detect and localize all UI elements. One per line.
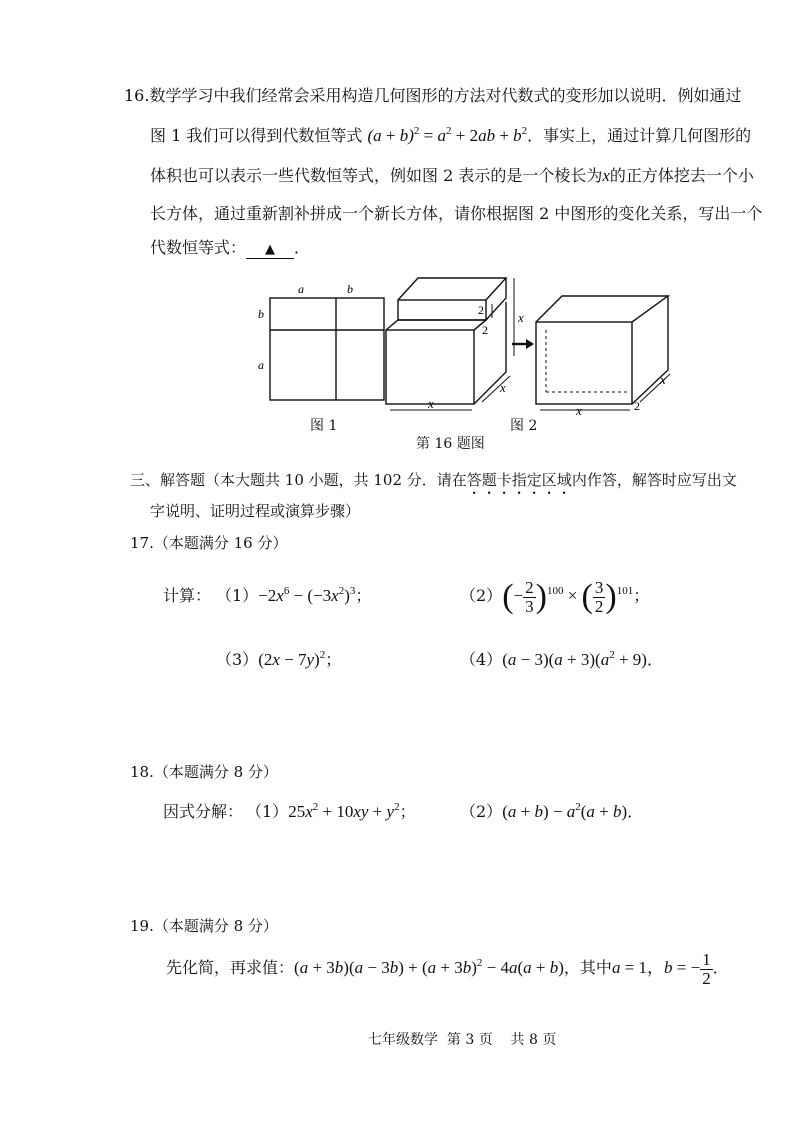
q18-part1 (246, 802, 416, 822)
q17-p4-expr: $(a - 3)(a + 3)(a^2 + 9)$ (502, 649, 647, 669)
identity-formula: $(a + b)^2 = a^2 + 2ab + b^2$ (367, 125, 528, 145)
q17-part2 (460, 576, 649, 616)
page-footer: 七年级数学 第 3 页 共 8 页 (368, 1032, 557, 1048)
q16-line5 (150, 238, 310, 259)
q17-p2-expr: (− $\frac{2}{3}$ )$^{100}$ × ( $\frac{3}{2}$ )$^{101}$ (502, 577, 634, 616)
q17-part1 (216, 586, 371, 606)
q17-title: 17.（本题满分 16 分） (130, 534, 288, 552)
fig2-label-2-b: 2 (482, 323, 488, 337)
q16-text-5: 代数恒等式： (150, 238, 247, 257)
q18-lead: 因式分解： (163, 802, 244, 821)
figure-caption: 第 16 题图 (416, 436, 485, 452)
q19-values: a = 1，b = − $\frac{1}{2}$ (611, 949, 711, 988)
fig2-box-label-x-depth: x (660, 372, 666, 387)
q17-p1-label: （1） (216, 586, 259, 605)
q17-p3-label: （3） (216, 650, 259, 669)
q18-part2 (460, 802, 643, 822)
fig1-caption: 图 1 (310, 418, 338, 434)
section3-emphasis: 答题卡指定区域 (466, 471, 572, 489)
q18-p2-end: ． (627, 802, 644, 821)
q18-title: 18.（本题满分 8 分） (130, 763, 278, 781)
arrow-head-icon (526, 339, 534, 349)
fig2-box-label-2: 2 (634, 399, 640, 413)
fig2-box-label-x-bottom: x (576, 403, 582, 418)
q17-p2-semi: ； (633, 586, 650, 605)
section3-text-1b: 内作答，解答时应写出文 (571, 471, 737, 489)
q18-p1-semi: ； (399, 802, 416, 821)
fig2-label-2-a: 2 (478, 303, 484, 317)
fig2-label-x-bottom: x (428, 396, 434, 411)
q17-p1-semi: ； (355, 586, 372, 605)
section3-text-1: 三、解答题（本大题共 10 小题，共 102 分．请在 (130, 471, 467, 489)
fig2-label-x-depth: x (500, 380, 506, 395)
q16-text-4: 长方体，通过重新割补拼成一个新长方体，请你根据图 2 中图形的变化关系，写出一个 (150, 204, 763, 223)
q16-text-2: 图 1 我们可以得到代数恒等式 (150, 126, 363, 145)
fig2-label-x-right: x (518, 310, 524, 325)
q16-text-2b: ．事实上，通过计算几何图形的 (527, 126, 752, 145)
section3-line2: 字说明、证明过程或演算步骤） (150, 502, 361, 520)
answer-blank[interactable]: ▲ (246, 242, 294, 259)
q17-part3 (216, 650, 341, 670)
q18-p1-label: （1） (246, 802, 289, 821)
fig1-label-b-top: b (347, 282, 353, 296)
fig1-label-a-top: a (298, 282, 304, 296)
q19-mid: ，其中 (563, 958, 612, 977)
q17-part4 (460, 650, 663, 670)
q19-lead: 先化简，再求值： (166, 958, 295, 977)
q17-p1-expr: $-2x^6 - (-3x^2)^3$ (258, 585, 356, 605)
q16-number: 16. (124, 86, 150, 105)
q17-p3-expr: $(2x - 7y)^2$ (258, 649, 326, 669)
var-x: x (602, 166, 610, 185)
q16-line3 (150, 166, 754, 186)
q17-p2-label: （2） (460, 586, 503, 605)
q16-text-3b: 的正方体挖去一个小 (609, 166, 754, 185)
q18-p2-label: （2） (460, 802, 503, 821)
figure-1-square (270, 298, 384, 400)
q19-expr: $(a + 3b)(a - 3b) + (a + 3b)^2 - 4a(a + b)$ (294, 957, 564, 977)
q16-text-3: 体积也可以表示一些代数恒等式，例如图 2 表示的是一个棱长为 (150, 166, 603, 185)
q17-p4-label: （4） (460, 650, 503, 669)
fig2-caption: 图 2 (510, 418, 538, 434)
q16-line2 (150, 126, 751, 146)
q17-lead: 计算： (163, 586, 212, 605)
q17-p4-end: ． (646, 650, 663, 669)
fig1-label-a-left: a (258, 358, 264, 372)
fig2-dimension-lines (390, 278, 514, 410)
q19-body (166, 948, 729, 988)
q19-end: ． (712, 958, 729, 977)
q18-p1-expr: $25x^2 + 10xy + y^2$ (288, 801, 400, 821)
q18-p2-expr: $(a + b) - a^2(a + b)$ (502, 801, 628, 821)
q16-text-1: 数学学习中我们经常会采用构造几何图形的方法对代数式的变形加以说明．例如通过 (149, 86, 742, 105)
section3-line1 (130, 470, 737, 498)
q16-text-5b: ． (294, 238, 311, 257)
q17-p3-semi: ； (325, 650, 342, 669)
figure-2-box (536, 296, 668, 404)
figure-2-cube (386, 278, 506, 404)
q19-title: 19.（本题满分 8 分） (130, 917, 278, 935)
fig1-label-b-left: b (258, 307, 264, 321)
hidden-edges (546, 330, 628, 392)
q16-line1 (124, 86, 741, 106)
q16-line4 (150, 204, 762, 224)
